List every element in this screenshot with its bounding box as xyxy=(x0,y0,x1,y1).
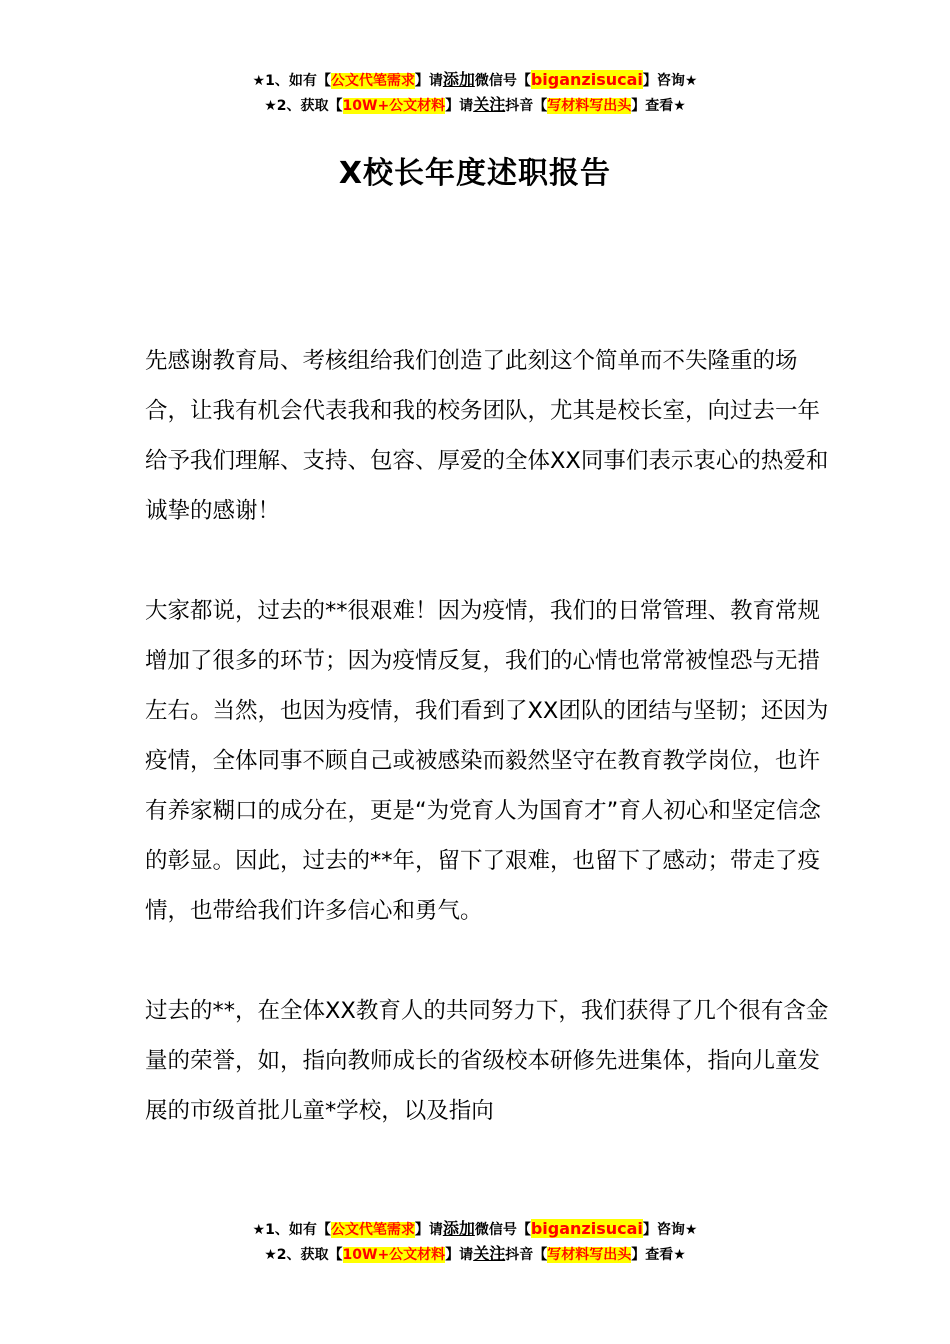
paragraph: 先感谢教育局、考核组给我们创造了此刻这个简单而不失隆重的场合，让我有机会代表我和我的校务团队，尤其是校长室，向过去一年给予我们理解、支持、包容、厚爱的全体XX同事们表示衷心的热爱和诚挚的感谢！ xyxy=(145,348,829,524)
paragraph: 过去的**，在全体XX教育人的共同努力下，我们获得了几个很有含金量的荣誉，如，指向教师成长的省级校本研修先进集体，指向儿童发展的市级首批儿童*学校，以及指向 xyxy=(145,998,829,1124)
star-icon: ★ xyxy=(252,73,266,89)
star-icon: ★ xyxy=(673,1247,686,1263)
highlight-wechat-id: biganzisucai xyxy=(530,70,643,89)
document-title: X校长年度述职报告 xyxy=(338,156,612,191)
star-icon: ★ xyxy=(264,1247,277,1263)
star-icon: ★ xyxy=(684,73,698,89)
banner-line-1: ★1、如有【公文代笔需求】请添加微信号【biganzisucai】咨询★ xyxy=(252,70,698,89)
star-icon: ★ xyxy=(684,1222,698,1238)
highlight-service: 公文代笔需求 xyxy=(330,73,415,89)
footer-banner xyxy=(0,1217,950,1267)
document-body xyxy=(145,336,835,1186)
highlight-materials: 10W+公文材料 xyxy=(342,1247,446,1263)
highlight-materials: 10W+公文材料 xyxy=(342,98,446,114)
banner-line-2: ★2、获取【10W+公文材料】请关注抖音【写材料写出头】查看★ xyxy=(264,1244,686,1263)
star-icon: ★ xyxy=(264,98,277,114)
header-banner xyxy=(0,68,950,118)
highlight-wechat-id: biganzisucai xyxy=(530,1219,643,1238)
highlight-douyin: 写材料写出头 xyxy=(547,1247,632,1263)
banner-line-1: ★1、如有【公文代笔需求】请添加微信号【biganzisucai】咨询★ xyxy=(252,1219,698,1238)
banner-line-2: ★2、获取【10W+公文材料】请关注抖音【写材料写出头】查看★ xyxy=(264,95,686,114)
highlight-douyin: 写材料写出头 xyxy=(547,98,632,114)
star-icon: ★ xyxy=(673,98,686,114)
highlight-service: 公文代笔需求 xyxy=(330,1222,415,1238)
star-icon: ★ xyxy=(252,1222,266,1238)
paragraph: 大家都说，过去的**很艰难！因为疫情，我们的日常管理、教育常规增加了很多的环节；因为疫情反复，我们的心情也常常被惶恐与无措左右。当然，也因为疫情，我们看到了XX团队的团结与坚韧；还因为疫情，全体同事不顾自己或被感染而毅然坚守在教育教学岗位，也许有养家糊口的成分在，更是“为党育人为国育才”育人初心和坚定信念的彰显。因此，过去的**年，留下了艰难，也留下了感动；带走了疫情，也带给我们许多信心和勇气。 xyxy=(145,598,829,924)
